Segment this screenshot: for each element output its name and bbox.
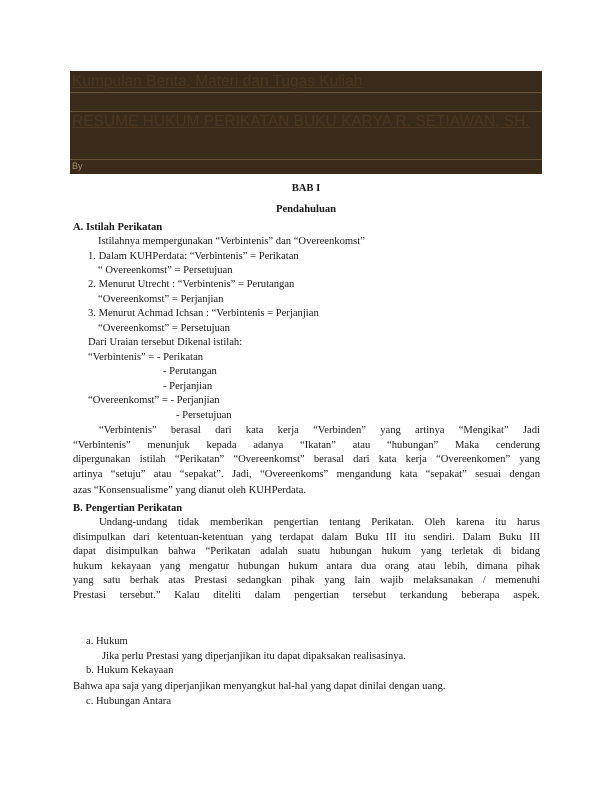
byline: By [72, 161, 83, 171]
paragraph-line: dapat disimpulkan bahwa “Perikatan adalah suatu hubungan hukum yang terletak di bidang [73, 546, 540, 557]
a-item-1b: “ Overeenkomst” = Persetujuan [98, 265, 233, 276]
verbintenis-list-item: - Perjanjian [163, 381, 213, 392]
paragraph-line: Prestasi tersebut.” Kalau diteliti dalam pengertian tersebut terkandung beberapa aspek. [73, 589, 540, 601]
paragraph-line: yang satu berhak atas Prestasi sedangkan pihak yang lain wajib melaksanakan / memenuhi [73, 575, 540, 586]
a-item-2b: “Overeenkomst” = Perjanjian [98, 294, 224, 305]
paragraph-line: “Verbintenis” menunjuk kepada adanya “Ikatan” atau “hubungan” Maka cenderung [73, 439, 540, 451]
section-b-heading: B. Pengertian Perikatan [73, 503, 183, 514]
paragraph-line: dipergunakan istilah “Perikatan” “Overeenkomst” berasal dari kata kerja “Overeenkomen” yang [73, 454, 540, 465]
blog-header [70, 71, 542, 174]
aspect-item-a-text: Jika perlu Prestasi yang diperjanjikan itu dapat dipaksakan realisasinya. [102, 651, 406, 662]
header-divider [70, 92, 542, 93]
aspect-item-b: b. Hukum Kekayaan [86, 665, 174, 676]
chapter-title: Pendahuluan [275, 204, 337, 215]
header-divider [70, 159, 542, 160]
paragraph-line: “Verbintenis” berasal dari kata kerja “Verbinden” yang artinya “Mengikat” Jadi [99, 425, 540, 436]
a-intro: Istilahnya mempergunakan “Verbintenis” dan “Overeenkomst” [98, 236, 365, 247]
paragraph-line: hukum kekayaan yang mengatur hubungan hukum antara dua orang atau lebih, dimana pihak [73, 560, 540, 572]
a-from: Dari Uraian tersebut Dikenal istilah: [88, 337, 243, 348]
paragraph-line: disimpulkan dari ketentuan-ketentuan yang terdapat dalam Buku III itu sendiri. Dalam Buku III [73, 531, 540, 543]
aspect-item-a: a. Hukum [86, 636, 128, 647]
aspect-item-b-text: Bahwa apa saja yang diperjanjikan menyangkut hal-hal yang dapat dinilai dengan uang. [73, 681, 446, 692]
a-item-2: 2. Menurut Utrecht : “Verbintenis” = Perutangan [88, 279, 295, 290]
aspect-item-c: c. Hubungan Antara [86, 696, 172, 707]
paragraph-line: Undang-undang tidak memberikan pengertian tentang Perikatan. Oleh karena itu harus [99, 517, 540, 528]
overeenkomst-list-item: - Persetujuan [176, 410, 232, 421]
verbintenis-list: “Verbintenis” = - Perikatan [88, 352, 204, 363]
paragraph-pengertian [73, 516, 540, 603]
section-a-heading: A. Istilah Perikatan [73, 222, 163, 233]
a-item-3: 3. Menurut Achmad Ichsan : “Verbintenis = Perjanjian [88, 308, 319, 319]
a-item-3b: “Overeenkomst” = Persetujuan [98, 323, 230, 334]
post-title-link[interactable]: RESUME HUKUM PERIKATAN BUKU KARYA R. SETIAWAN, SH. [72, 113, 530, 130]
a-item-1: 1. Dalam KUHPerdata: “Verbintenis” = Perikatan [88, 251, 299, 262]
overeenkomst-list: “Overeenkomst” = - Perjanjian [88, 395, 220, 406]
header-divider [70, 111, 542, 112]
verbintenis-list-item: - Perutangan [163, 366, 217, 377]
paragraph-verbintenis [73, 424, 540, 482]
paragraph-line: artinya “setuju” atau “sepakat”. Jadi, “Overeenkoms” mengandung kata “sepakat” sesuai dengan [73, 468, 540, 480]
blog-title-link[interactable]: Kumpulan Berita, Materi dan Tugas Kuliah [72, 73, 363, 90]
paragraph-line: azas “Konsensualisme” yang dianut oleh KUHPerdata. [73, 485, 306, 496]
chapter-heading: BAB I [291, 183, 321, 194]
